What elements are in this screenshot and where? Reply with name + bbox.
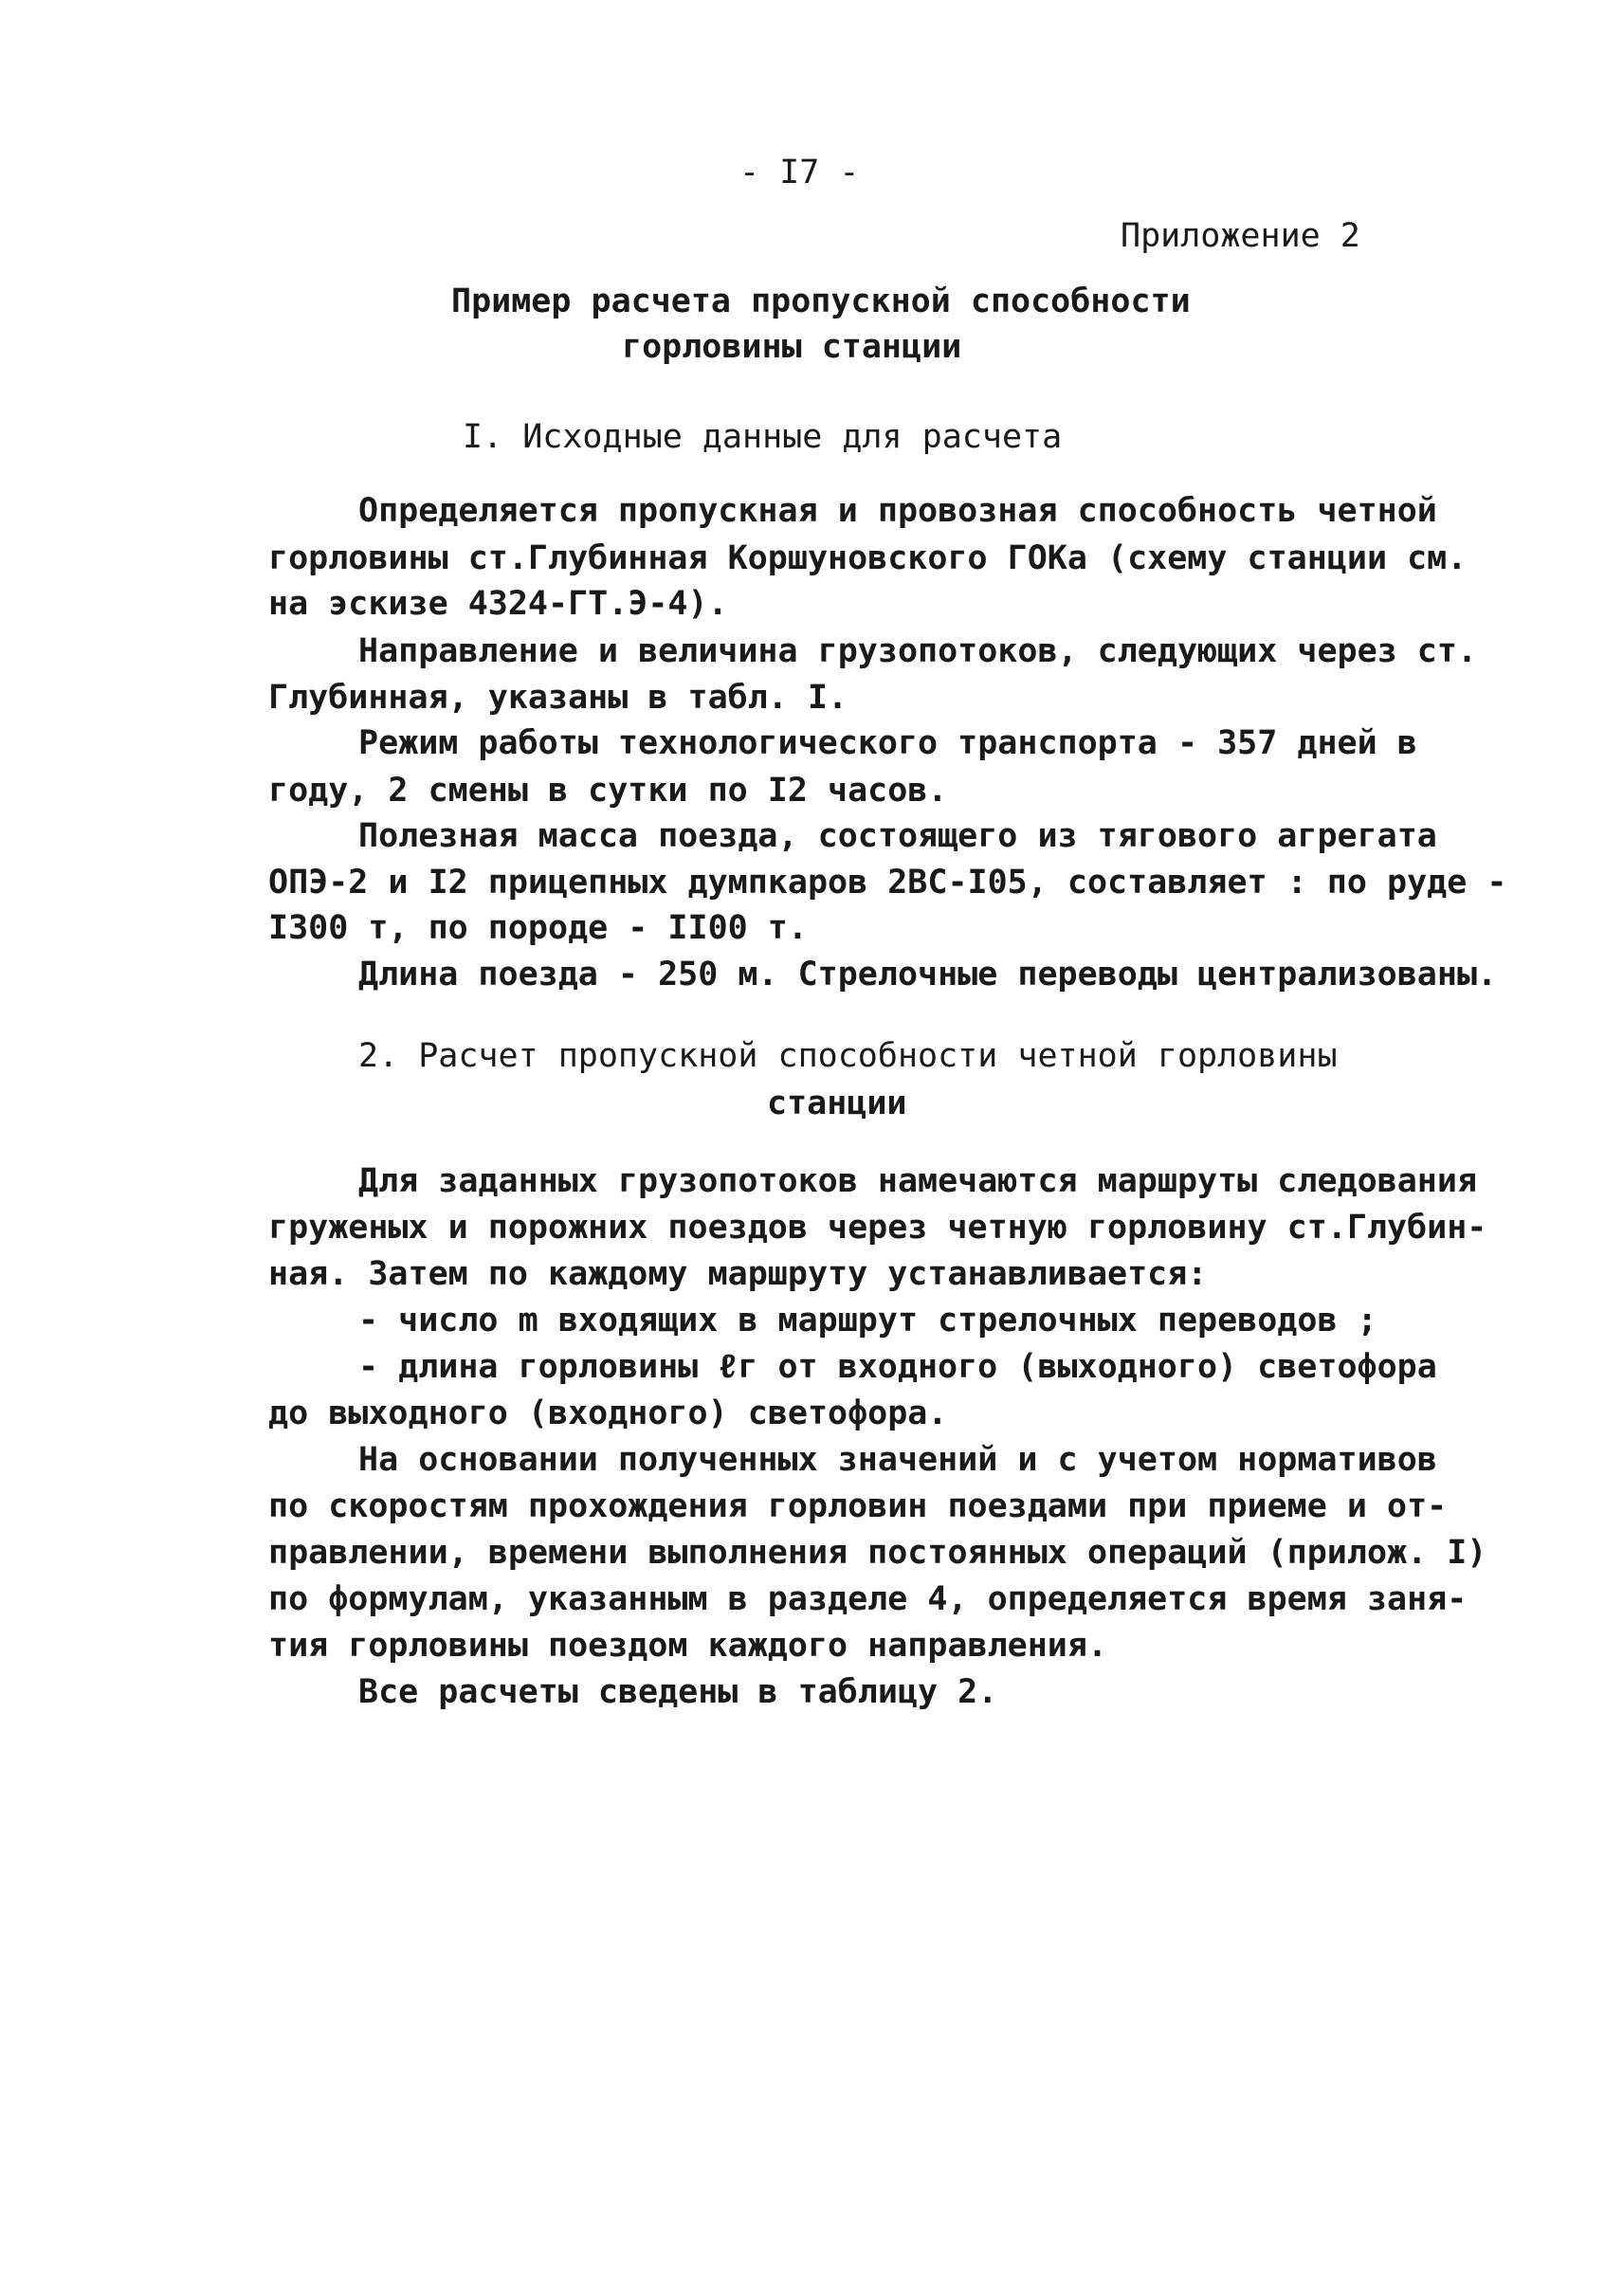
- list-item: - длина горловины ℓг от входного (выходного) светофора: [358, 1348, 1437, 1386]
- appendix-label: Приложение 2: [1121, 217, 1360, 255]
- section1-heading: I. Исходные данные для расчета: [463, 418, 1063, 456]
- paragraph-line: году, 2 смены в сутки по I2 часов.: [268, 772, 948, 810]
- page-number: - I7 -: [739, 154, 860, 191]
- paragraph-line: Определяется пропускная и провозная способность четной: [358, 492, 1437, 530]
- paragraph-line: по формулам, указанным в разделе 4, определяется время заня-: [268, 1580, 1468, 1618]
- paragraph-line: правлении, времени выполнения постоянных операций (прилож. I): [268, 1534, 1487, 1572]
- paragraph-line: тия горловины поездом каждого направления.: [268, 1627, 1108, 1665]
- paragraph-line: На основании полученных значений и с учетом нормативов: [358, 1441, 1437, 1479]
- list-item: - число m входящих в маршрут стрелочных переводов ;: [358, 1302, 1377, 1339]
- paragraph-line: Режим работы технологического транспорта - 357 дней в: [358, 724, 1417, 762]
- paragraph-line: горловины ст.Глубинная Коршуновского ГОКа (схему станции см.: [268, 539, 1468, 577]
- paragraph-line: груженых и порожних поездов через четную горловину ст.Глубин-: [268, 1209, 1487, 1247]
- paragraph-line: до выходного (входного) светофора.: [268, 1394, 948, 1432]
- paragraph-line: по скоростям прохождения горловин поездами при приеме и от-: [268, 1487, 1448, 1525]
- paragraph-line: Полезная масса поезда, состоящего из тягового агрегата: [358, 817, 1437, 855]
- paragraph-line: на эскизе 4324-ГТ.Э-4).: [268, 585, 728, 623]
- section2-heading-line1: 2. Расчет пропускной способности четной горловины: [358, 1037, 1338, 1075]
- paragraph-line: Длина поезда - 250 м. Стрелочные переводы централизованы.: [358, 956, 1498, 993]
- paragraph-line: Все расчеты сведены в таблицу 2.: [358, 1673, 998, 1711]
- paragraph-line: ОПЭ-2 и I2 прицепных думпкаров 2ВС-I05, составляет : по руде -: [268, 864, 1507, 902]
- document-title-line1: Пример расчета пропускной способности: [451, 282, 1191, 320]
- section2-heading-line2: станции: [767, 1084, 907, 1122]
- paragraph-line: Глубинная, указаны в табл. I.: [268, 679, 848, 717]
- document-title-line2: горловины станции: [622, 328, 962, 366]
- paragraph-line: ная. Затем по каждому маршруту устанавливается:: [268, 1255, 1208, 1293]
- paragraph-line: I300 т, по породе - II00 т.: [268, 909, 808, 947]
- paragraph-line: Для заданных грузопотоков намечаются маршруты следования: [358, 1162, 1478, 1200]
- paragraph-line: Направление и величина грузопотоков, следующих через ст.: [358, 632, 1478, 670]
